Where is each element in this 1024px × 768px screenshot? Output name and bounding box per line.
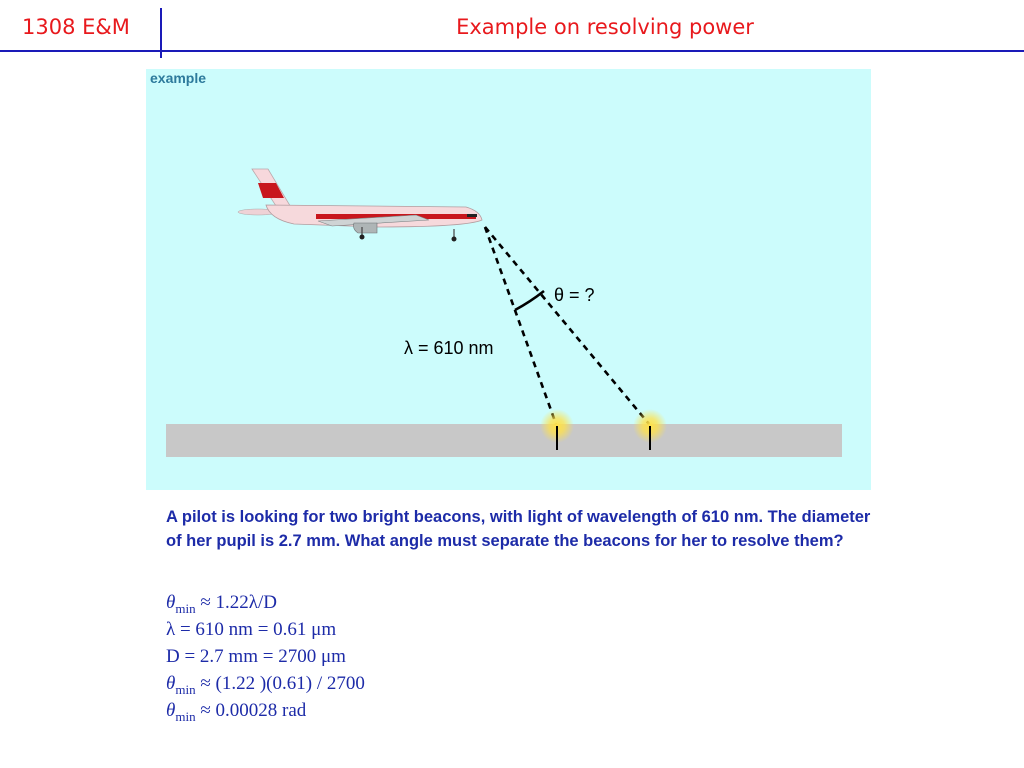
- equation-line: D = 2.7 mm = 2700 μm: [166, 646, 346, 667]
- solution-equations: [166, 589, 365, 724]
- header-course-code: 1308 E&M: [22, 15, 130, 39]
- problem-statement: A pilot is looking for two bright beacons, with light of wavelength of 610 nm. The diameter of her pupil is 2.7 mm. What angle must separate the beacons for her to resolve them?: [166, 508, 871, 550]
- header-rule: [0, 50, 1024, 52]
- sight-line-right: [485, 227, 649, 424]
- equation-line: $\theta_{min} \approx (1.22$ )(0.61) / 2700: [166, 673, 365, 697]
- wavelength-label: λ = 610 nm: [404, 338, 494, 358]
- equation-line: λ = 610 nm = 0.61 μm: [166, 619, 337, 640]
- page-title: Example on resolving power: [456, 15, 754, 39]
- equation-line: $\theta_{min} \approx 1.22\lambda/D$: [166, 592, 277, 616]
- angle-arc: [515, 291, 544, 310]
- figure-panel: [146, 69, 871, 490]
- equation-line: $\theta_{min} \approx 0.00028$ rad: [166, 700, 307, 724]
- example-label: example: [150, 70, 207, 86]
- airplane-icon: [238, 169, 482, 242]
- sight-line-left: [485, 227, 556, 424]
- beacon-diagram: [146, 69, 871, 490]
- angle-label: θ = ?: [554, 285, 595, 305]
- ground-strip: [166, 424, 842, 457]
